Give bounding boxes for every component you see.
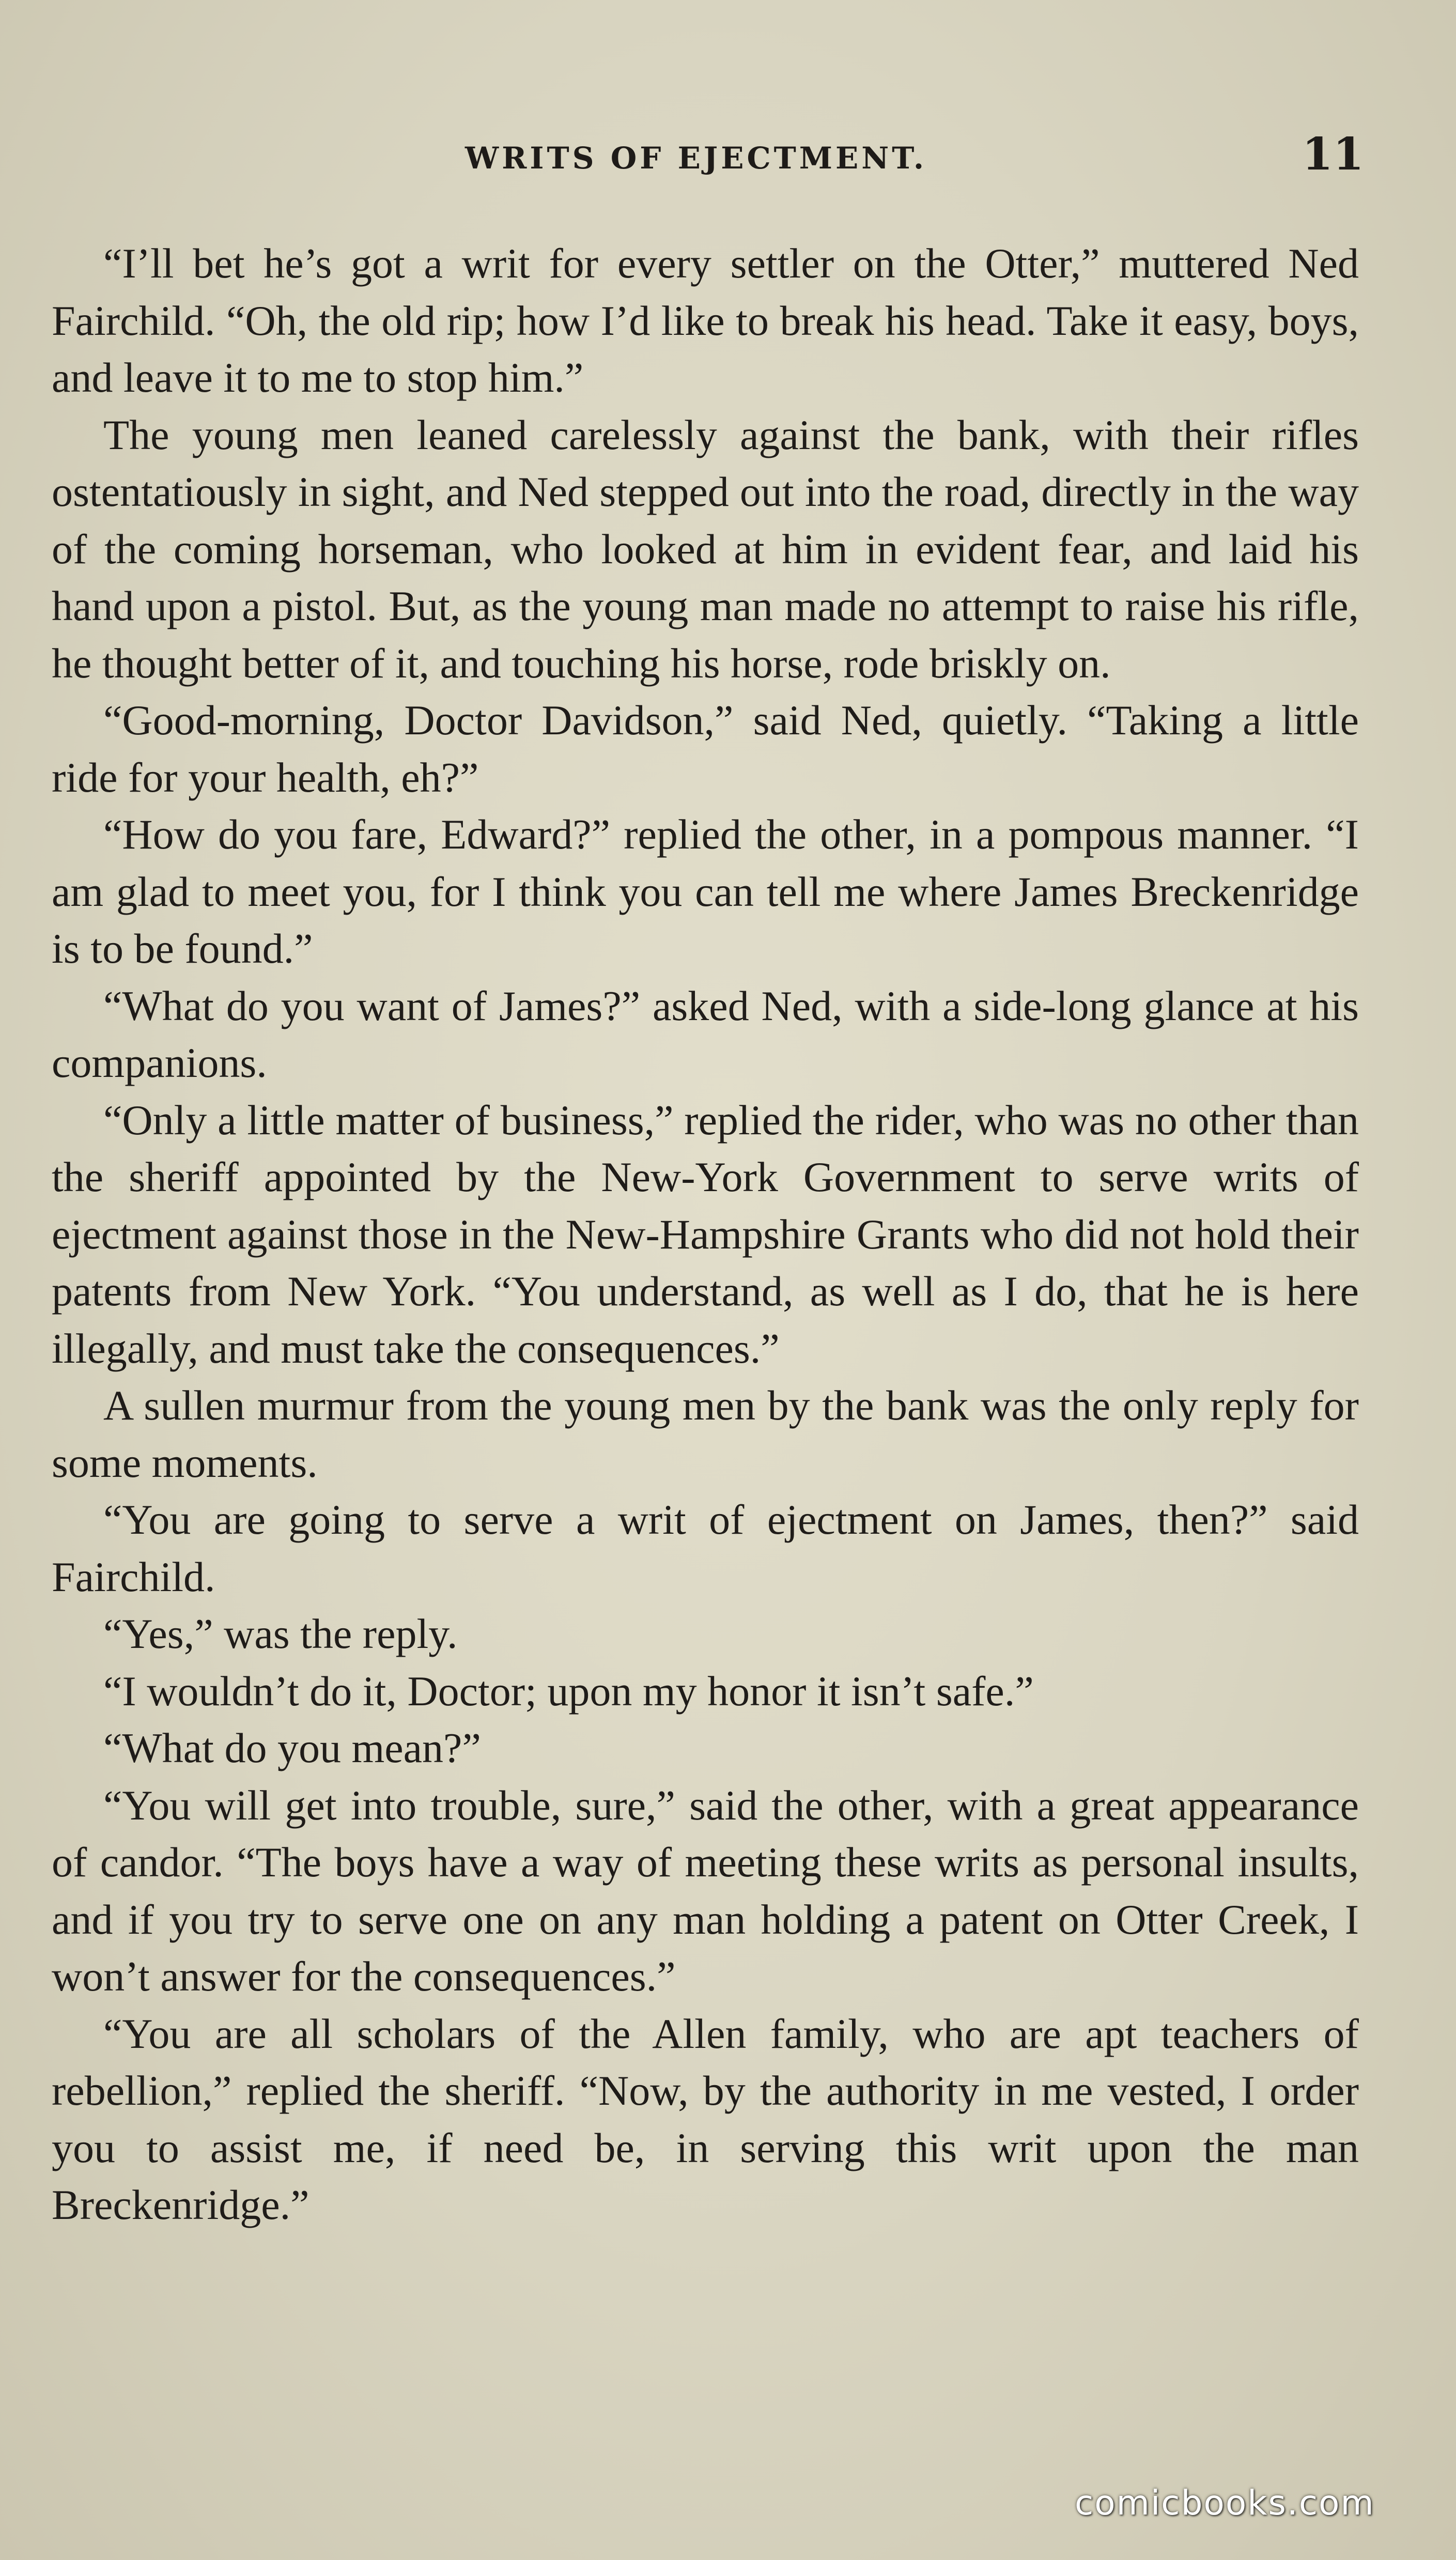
paragraph: “What do you mean?” bbox=[103, 1724, 481, 1771]
paragraph: “You are all scholars of the Allen family, who are apt teachers of rebellion,” replied the sheriff. “Now, by the authority in me vested, I order you to assist me, if need be, in serving this writ upon the man Breckenridge.” bbox=[52, 2010, 1359, 2228]
paragraph: “You are going to serve a writ of ejectment on James, then?” said Fairchild. bbox=[52, 1496, 1359, 1600]
body-text bbox=[52, 235, 1359, 2234]
page-number: 11 bbox=[1302, 128, 1364, 180]
paragraph: A sullen murmur from the young men by the bank was the only reply for some moments. bbox=[52, 1382, 1359, 1486]
running-head bbox=[0, 119, 1456, 181]
paragraph: “I’ll bet he’s got a writ for every settler on the Otter,” muttered Ned Fairchild. “Oh, the old rip; how I’d like to break his head. Take it easy, boys, and leave it to me to stop him.” bbox=[52, 240, 1359, 401]
paragraph: “What do you want of James?” asked Ned, with a side-long glance at his companions. bbox=[52, 982, 1359, 1086]
running-title: WRITS OF EJECTMENT. bbox=[465, 141, 927, 176]
paragraph: “Good-morning, Doctor Davidson,” said Ned, quietly. “Taking a little ride for your health, eh?” bbox=[52, 697, 1359, 801]
paragraph: “Only a little matter of business,” replied the rider, who was no other than the sheriff appointed by the New-York Government to serve writs of ejectment against those in the New-Hampshire Grants who did not hold their patents from New York. “You understand, as well as I do, that he is here illegally, and must take the consequences.” bbox=[52, 1096, 1359, 1372]
paragraph: “I wouldn’t do it, Doctor; upon my honor it isn’t safe.” bbox=[103, 1667, 1034, 1715]
watermark: comicbooks.com bbox=[1075, 2483, 1375, 2523]
paragraph: “You will get into trouble, sure,” said the other, with a great appearance of candor. “The boys have a way of meeting these writs as personal insults, and if you try to serve one on any man holding a patent on Otter Creek, I won’t answer for the consequences.” bbox=[52, 1781, 1359, 2000]
paragraph: The young men leaned carelessly against the bank, with their rifles ostentatiously in sight, and Ned stepped out into the road, directly in the way of the coming horseman, who looked at him in evident fear, and laid his hand upon a pistol. But, as the young man made no attempt to raise his rifle, he thought better of it, and touching his horse, rode briskly on. bbox=[52, 411, 1359, 687]
paragraph: “How do you fare, Edward?” replied the other, in a pompous manner. “I am glad to meet you, for I think you can tell me where James Breckenridge is to be found.” bbox=[52, 811, 1359, 972]
paragraph: “Yes,” was the reply. bbox=[103, 1610, 458, 1657]
